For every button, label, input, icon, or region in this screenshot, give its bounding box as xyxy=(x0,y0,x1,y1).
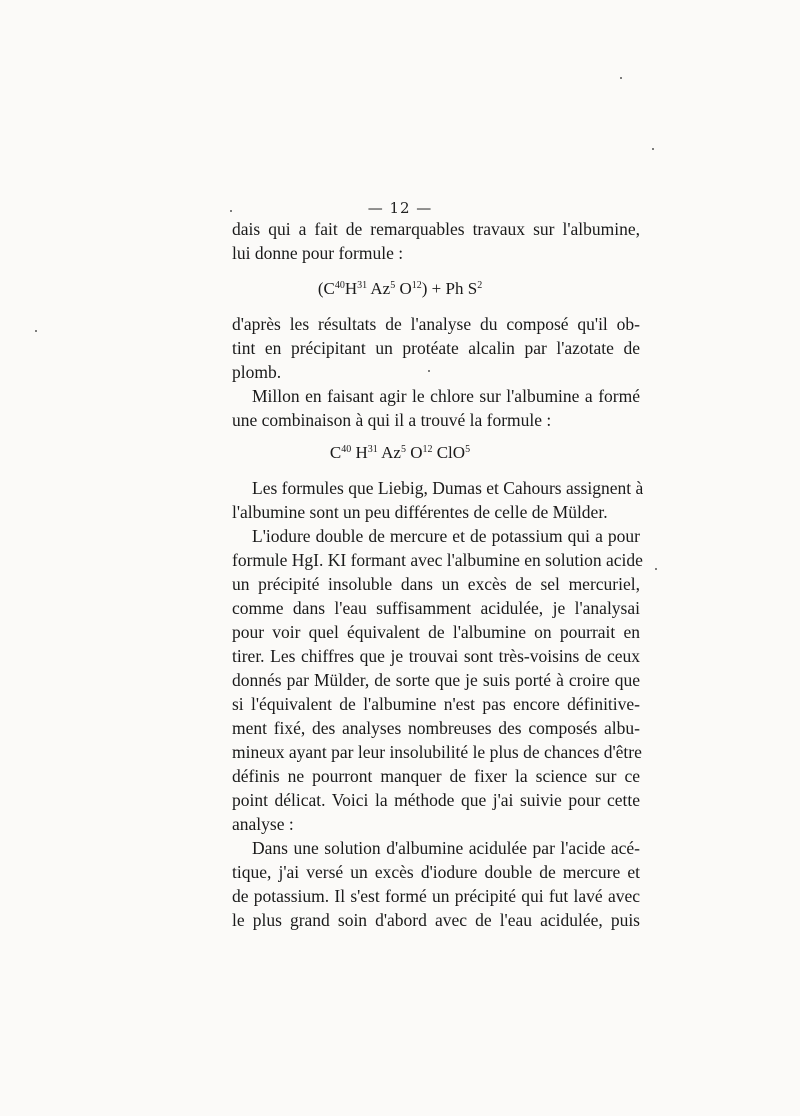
text-line: L'iodure double de mercure et de potassium qui a pour xyxy=(252,526,640,546)
text-line: Les formules que Liebig, Dumas et Cahours assignent à xyxy=(252,478,644,498)
formula-part: ) + Ph S xyxy=(421,279,478,298)
formula-sup: 31 xyxy=(367,444,378,455)
text-line: une combinaison à qui il a trouvé la formule : xyxy=(232,410,552,430)
text-line: pour voir quel équivalent de l'albumine on pourrait en xyxy=(232,622,640,642)
formula-part: H xyxy=(344,279,358,298)
formula-part: C xyxy=(329,443,342,462)
formula-part: ClO xyxy=(432,443,466,462)
paper-speck xyxy=(655,568,657,570)
formula-sup: 40 xyxy=(334,280,345,291)
text-line: mineux ayant par leur insolubilité le plus de chances d'être xyxy=(232,742,642,762)
paper-speck xyxy=(35,330,37,332)
formula-sup: 31 xyxy=(357,280,368,291)
formula-sup: 5 xyxy=(400,444,406,455)
paper-speck xyxy=(230,210,232,212)
text-line: Millon en faisant agir le chlore sur l'albumine a formé xyxy=(252,386,640,406)
formula-sup: 5 xyxy=(390,280,396,291)
text-line: formule HgI. KI formant avec l'albumine en solution acide xyxy=(232,550,643,570)
formula-mulder xyxy=(0,279,800,299)
text-line: tint en précipitant un protéate alcalin par l'azotate de xyxy=(232,338,640,358)
text-line: définis ne pourront manquer de fixer la science sur ce xyxy=(232,766,640,786)
formula-sup: 5 xyxy=(465,444,471,455)
text-line: point délicat. Voici la méthode que j'ai suivie pour cette xyxy=(232,790,640,810)
paper-speck xyxy=(620,77,622,79)
text-line: Dans une solution d'albumine acidulée par l'acide acé- xyxy=(252,838,640,858)
text-line: si l'équivalent de l'albumine n'est pas encore définitive- xyxy=(232,694,640,714)
text-line: donnés par Mülder, de sorte que je suis porté à croire que xyxy=(232,670,640,690)
paper-speck xyxy=(428,370,430,372)
formula-part: H xyxy=(351,443,368,462)
text-line: ment fixé, des analyses nombreuses des composés albu- xyxy=(232,718,640,738)
text-line: plomb. xyxy=(232,362,282,382)
text-line: le plus grand soin d'abord avec de l'eau acidulée, puis xyxy=(232,910,640,930)
text-line: un précipité insoluble dans un excès de sel mercuriel, xyxy=(232,574,640,594)
formula-part: O xyxy=(405,443,423,462)
formula-sup: 40 xyxy=(341,444,352,455)
text-line: d'après les résultats de l'analyse du composé qu'il ob- xyxy=(232,314,640,334)
text-line: de potassium. Il s'est formé un précipité qui fut lavé avec xyxy=(232,886,640,906)
formula-part: Az xyxy=(367,279,391,298)
text-line: tirer. Les chiffres que je trouvai sont très-voisins de ceux xyxy=(232,646,640,666)
text-line: comme dans l'eau suffisamment acidulée, je l'analysai xyxy=(232,598,640,618)
text-line: analyse : xyxy=(232,814,294,834)
formula-part: (C xyxy=(317,279,335,298)
formula-millon xyxy=(0,443,800,463)
text-line: lui donne pour formule : xyxy=(232,243,404,263)
formula-sup: 2 xyxy=(477,280,483,291)
text-line: tique, j'ai versé un excès d'iodure double de mercure et xyxy=(232,862,640,882)
formula-sup: 12 xyxy=(411,280,422,291)
formula-part: O xyxy=(395,279,412,298)
formula-sup: 12 xyxy=(422,444,433,455)
page-number: — 12 — xyxy=(367,199,433,217)
formula-part: Az xyxy=(377,443,401,462)
text-line: dais qui a fait de remarquables travaux sur l'albumine, xyxy=(232,219,640,239)
text-line: l'albumine sont un peu différentes de celle de Mülder. xyxy=(232,502,608,522)
paper-speck xyxy=(652,148,654,150)
